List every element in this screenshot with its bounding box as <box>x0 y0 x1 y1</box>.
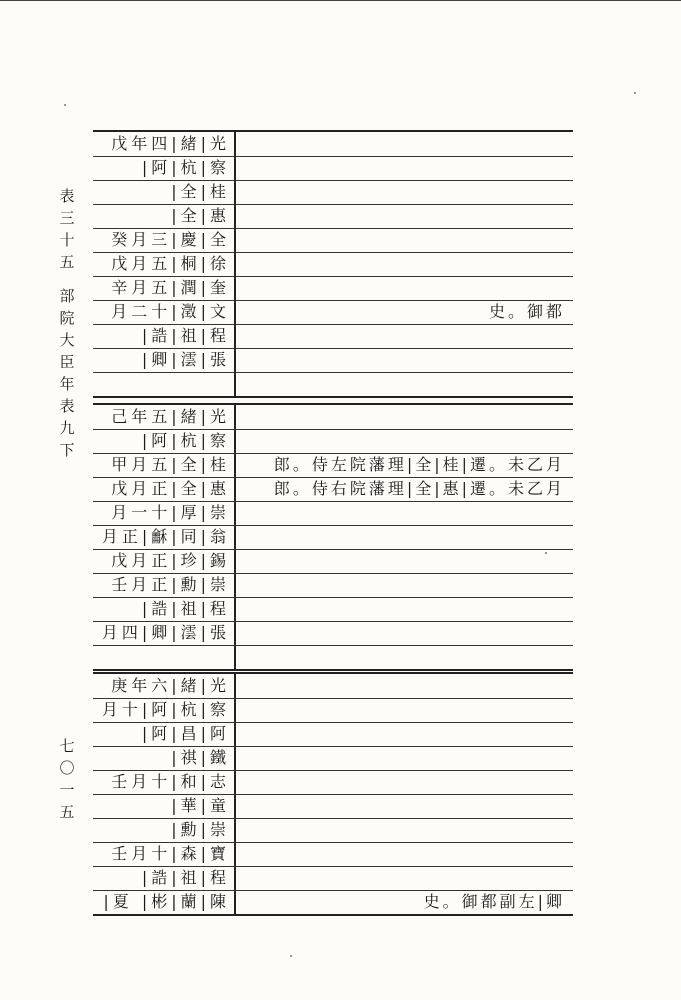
appointment-note <box>241 132 565 156</box>
official-entry: 月二十|澂|文 <box>111 302 230 321</box>
page-top-rule <box>0 0 681 1</box>
appointment-note <box>241 525 565 549</box>
page-number-char: 〇 <box>59 759 75 777</box>
year-table-block-2 <box>93 403 573 669</box>
margin-title-char: 表 <box>59 187 75 205</box>
appointment-note <box>241 573 565 597</box>
margin-title-char: 九 <box>59 419 75 437</box>
speck-mark <box>545 552 547 554</box>
official-entry: 戊年四|緒|光 <box>111 134 230 153</box>
official-entry: 甲月五|全|桂 <box>111 455 230 474</box>
table-row <box>93 722 573 747</box>
table-bottom-rule <box>93 396 573 398</box>
table-row <box>93 842 573 867</box>
table-row <box>93 501 573 526</box>
appointment-note <box>241 866 565 890</box>
table-row <box>93 348 573 373</box>
table-row <box>93 890 573 915</box>
appointment-note <box>241 746 565 770</box>
table-row <box>93 645 573 670</box>
table-row <box>93 204 573 229</box>
table-row <box>93 228 573 253</box>
appointment-note <box>241 372 565 396</box>
official-entry: 辛月五|潤|奎 <box>111 278 230 297</box>
appointment-note <box>241 204 565 228</box>
table-row <box>93 324 573 349</box>
margin-title-char: 大 <box>59 331 75 349</box>
appointment-note <box>241 770 565 794</box>
official-entry: |誥|祖|程 <box>141 868 230 887</box>
page-number <box>57 735 77 823</box>
table-row <box>93 597 573 622</box>
appointment-note <box>241 794 565 818</box>
official-entry: |誥|祖|程 <box>141 326 230 345</box>
appointment-note <box>241 597 565 621</box>
appointment-note <box>241 156 565 180</box>
table-row <box>93 276 573 301</box>
appointment-note <box>241 324 565 348</box>
table-row <box>93 252 573 277</box>
appointment-note <box>241 429 565 453</box>
official-entry: 月十|阿|杭|察 <box>101 700 230 719</box>
appointment-note <box>241 348 565 372</box>
page-number-char: 五 <box>59 803 75 821</box>
official-entry: 庚年六|緒|光 <box>111 676 230 695</box>
page-number-char: 七 <box>59 737 75 755</box>
page-number-char: 一 <box>59 781 75 799</box>
official-entry: |阿|杭|察 <box>141 158 230 177</box>
appointment-note <box>241 722 565 746</box>
table-row <box>93 180 573 205</box>
table-row <box>93 477 573 502</box>
official-entry: 月四|卿|澐|張 <box>101 623 230 642</box>
appointment-note: 郎。侍左院藩理|全|桂|遷。未乙月 <box>273 455 565 474</box>
table-row <box>93 300 573 325</box>
table-row <box>93 746 573 771</box>
table-row <box>93 866 573 891</box>
appointment-note <box>241 621 565 645</box>
table-bottom-rule <box>93 914 573 916</box>
speck-mark <box>64 104 66 106</box>
official-entry: 癸月三|慶|全 <box>111 230 230 249</box>
table-row <box>93 525 573 550</box>
appointment-note <box>241 674 565 698</box>
official-entry: |華|童 <box>171 796 230 815</box>
appointment-note <box>241 698 565 722</box>
margin-title-char: 部 <box>59 287 75 305</box>
margin-title-char: 院 <box>59 309 75 327</box>
margin-title-char: 五 <box>59 253 75 271</box>
appointment-note: 史。御都副左|卿 <box>423 892 565 911</box>
table-row <box>93 770 573 795</box>
appointment-note <box>241 501 565 525</box>
official-entry: |全|桂 <box>171 182 230 201</box>
appointment-note <box>241 276 565 300</box>
official-entry: 戊月正|全|惠 <box>111 479 230 498</box>
table-row <box>93 405 573 430</box>
table-row <box>93 674 573 699</box>
speck-mark <box>290 955 292 957</box>
table-row <box>93 549 573 574</box>
margin-title-char: 臣 <box>59 353 75 371</box>
official-entry: |祺|鐵 <box>171 748 230 767</box>
margin-title-char: 表 <box>59 397 75 415</box>
official-entry <box>93 645 230 669</box>
appointment-note: 郎。侍右院藩理|全|惠|遷。未乙月 <box>273 479 565 498</box>
table-row <box>93 794 573 819</box>
margin-title-char: 年 <box>59 375 75 393</box>
speck-mark <box>634 92 636 94</box>
appointment-note <box>241 228 565 252</box>
official-entry: 戊月五|桐|徐 <box>111 254 230 273</box>
table-row <box>93 453 573 478</box>
appointment-note <box>241 405 565 429</box>
table-row <box>93 573 573 598</box>
table-row <box>93 372 573 397</box>
official-entry: |全|惠 <box>171 206 230 225</box>
official-entry: |夏 |彬|蘭|陳 <box>103 892 230 911</box>
official-entry: 戊月正|珍|錫 <box>111 551 230 570</box>
table-row <box>93 132 573 157</box>
year-table-block-1 <box>93 130 573 396</box>
official-entry <box>93 372 230 396</box>
margin-title-char: 三 <box>59 209 75 227</box>
table-row <box>93 156 573 181</box>
appointment-note <box>241 180 565 204</box>
official-entry: 壬月正|勳|崇 <box>111 575 230 594</box>
appointment-note <box>241 842 565 866</box>
table-bottom-rule <box>93 669 573 671</box>
official-entry: |誥|祖|程 <box>141 599 230 618</box>
official-entry: 壬月十|森|寶 <box>111 844 230 863</box>
official-entry: |卿|澐|張 <box>141 350 230 369</box>
table-row <box>93 818 573 843</box>
appointment-note <box>241 549 565 573</box>
official-entry: |阿|昌|阿 <box>141 724 230 743</box>
official-entry: |阿|杭|察 <box>141 431 230 450</box>
official-entry: 月一十|厚|崇 <box>111 503 230 522</box>
appointment-note <box>241 252 565 276</box>
margin-title-char: 下 <box>59 441 75 459</box>
margin-title-char: 十 <box>59 231 75 249</box>
official-entry: 月正|龢|同|翁 <box>101 527 230 546</box>
official-entry: |勳|崇 <box>171 820 230 839</box>
appointment-note <box>241 645 565 669</box>
margin-title-gap <box>57 273 77 285</box>
table-row <box>93 621 573 646</box>
year-table-block-3 <box>93 672 573 914</box>
official-entry: 己年五|緒|光 <box>111 407 230 426</box>
table-row <box>93 698 573 723</box>
margin-title <box>57 185 77 461</box>
table-row <box>93 429 573 454</box>
official-entry: 壬月十|和|志 <box>111 772 230 791</box>
appointment-note: 史。御都 <box>488 302 565 321</box>
appointment-note <box>241 818 565 842</box>
